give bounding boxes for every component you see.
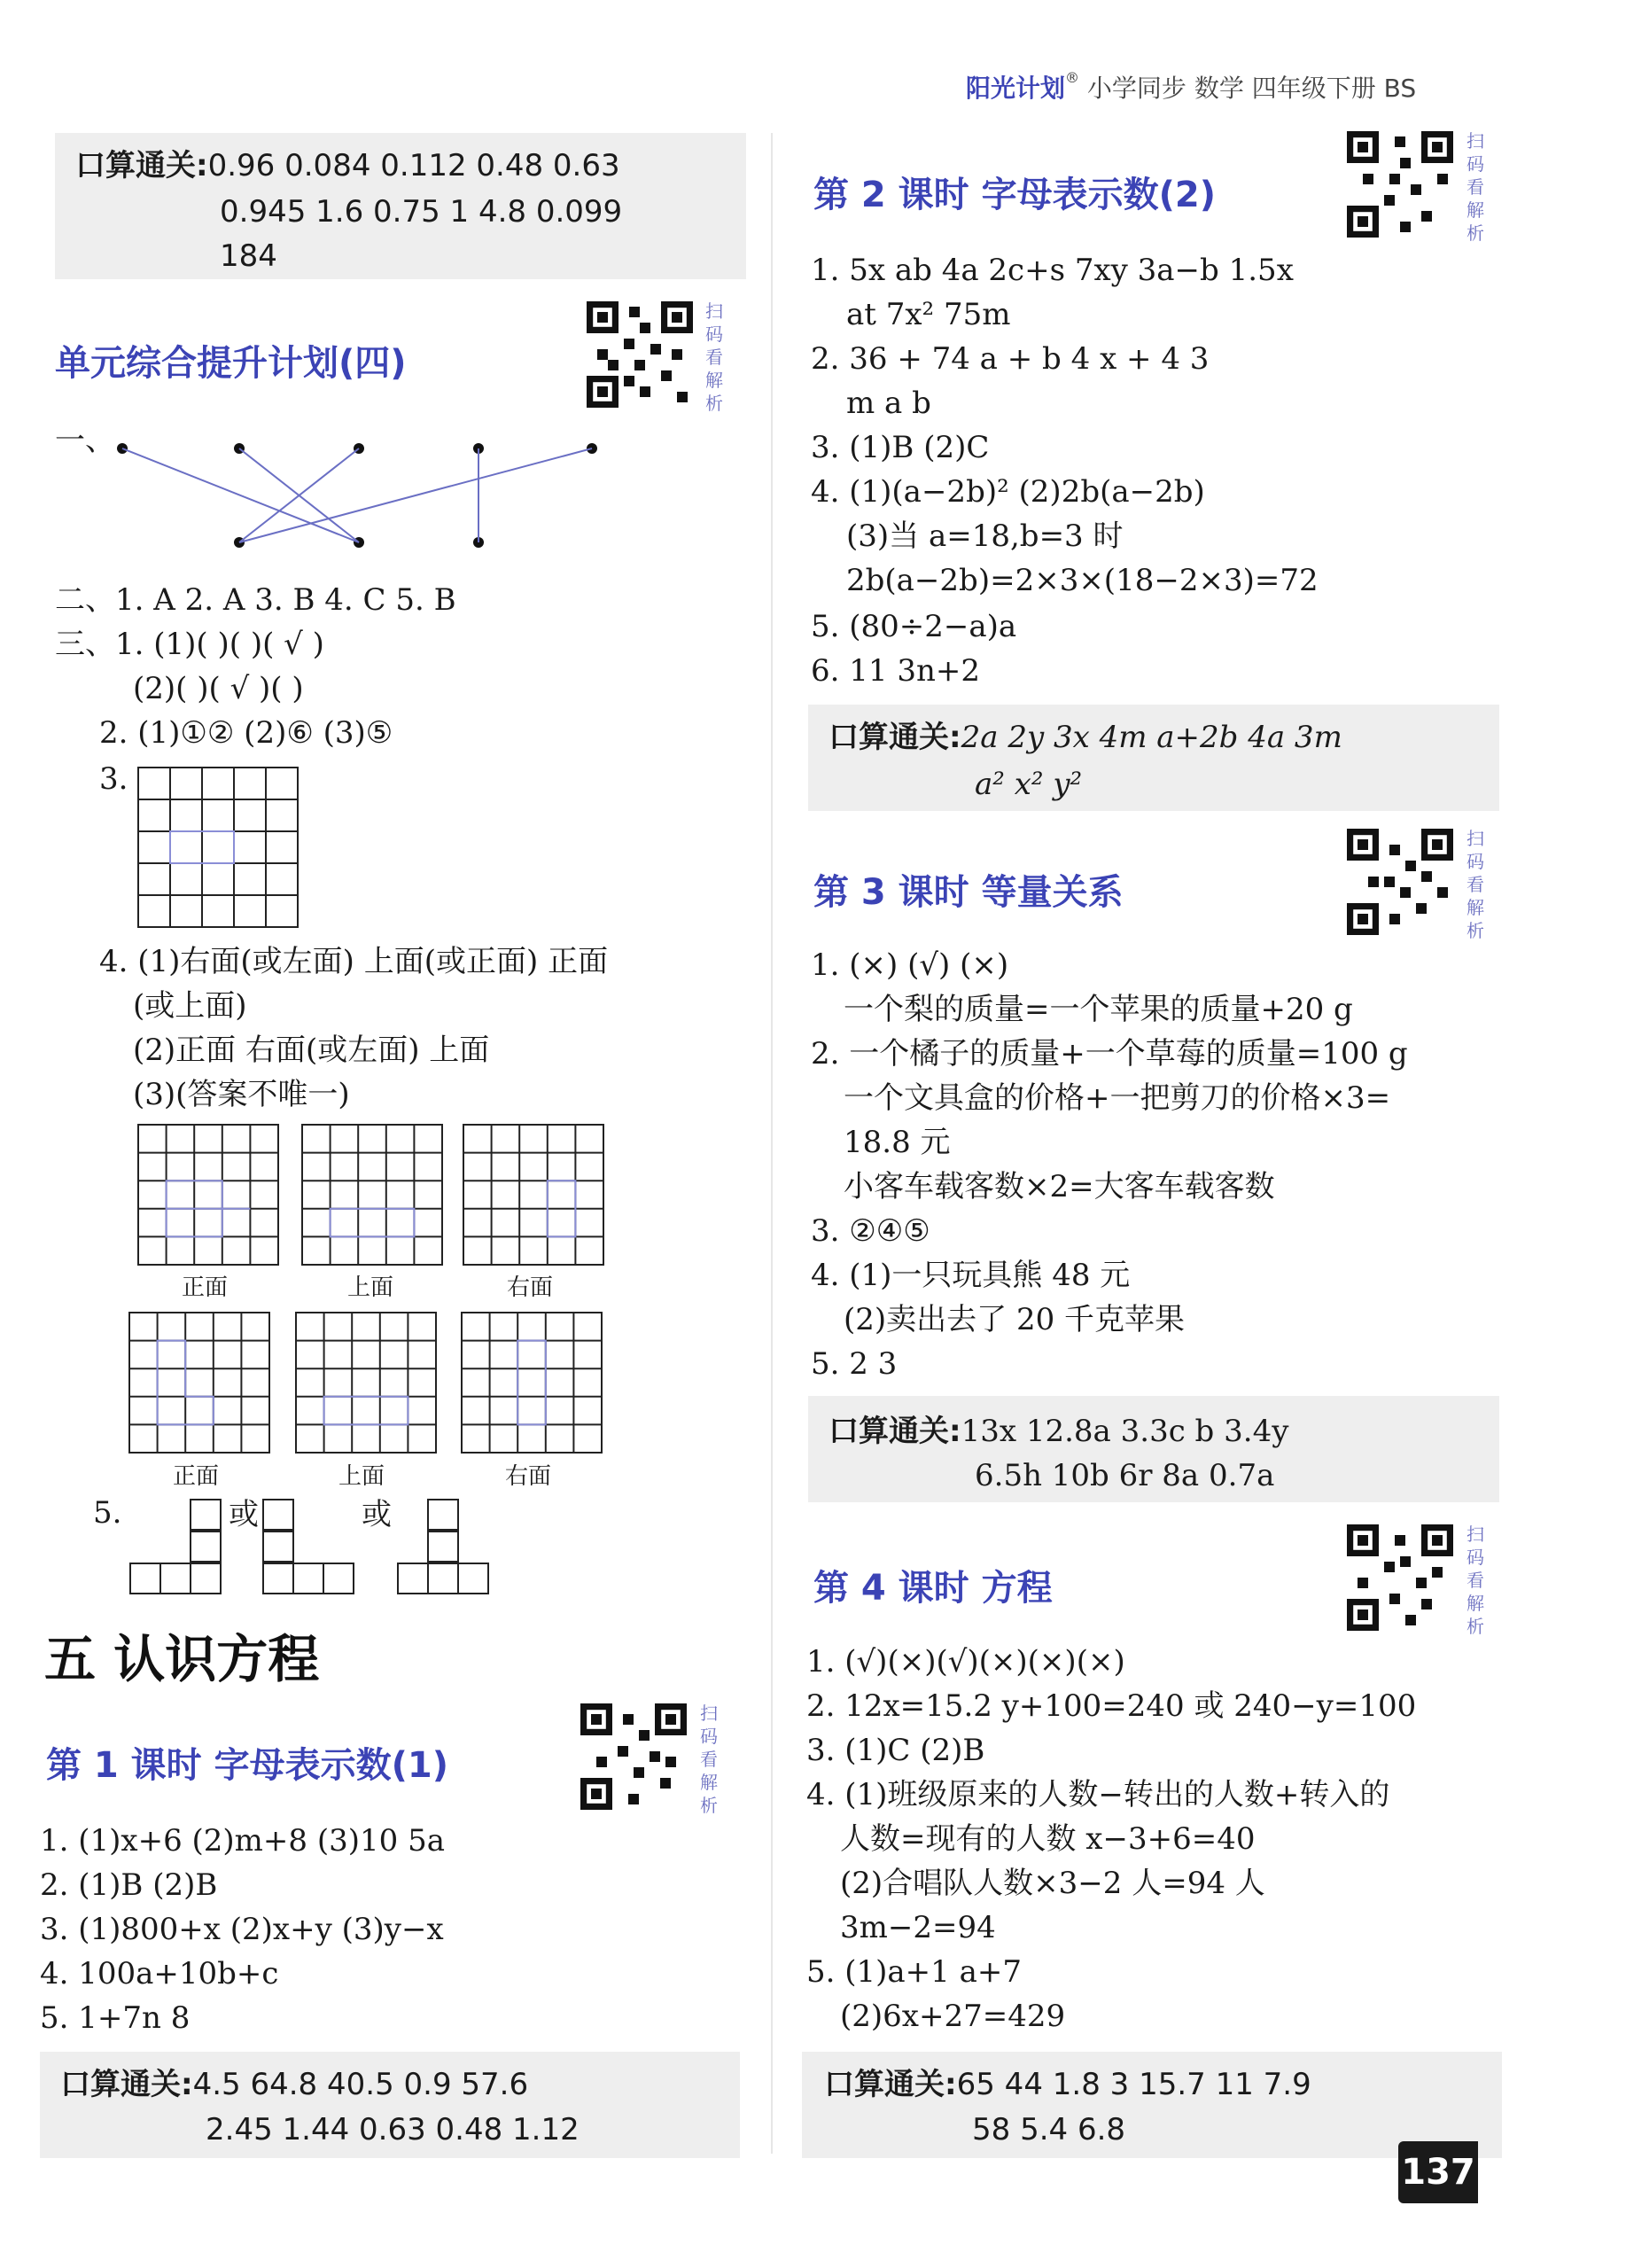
lesson2-q4-3: (3)当 a=18,b=3 时 <box>846 518 1124 554</box>
lesson1-q5: 5. 1+7n 8 <box>40 2000 191 2036</box>
header-subtitle: 小学同步 数学 四年级下册 BS <box>1086 74 1417 103</box>
lesson4-q4: 4. (1)班级原来的人数−转出的人数+转入的 <box>806 1777 1390 1812</box>
lesson2-q4-calc: 2b(a−2b)=2×3×(18−2×3)=72 <box>846 563 1319 598</box>
part3-q3-label: 3. <box>99 761 128 797</box>
lesson3-q2: 2. 一个橘子的质量+一个草莓的质量=100 g <box>811 1036 1408 1072</box>
qr-code-icon <box>1347 1524 1453 1631</box>
grid-figure-q3 <box>137 767 301 931</box>
caption-right-2: 右面 <box>505 1463 552 1490</box>
lesson3-q2-b: 一个文具盒的价格+一把剪刀的价格×3= <box>844 1080 1391 1116</box>
view-grid-right-1 <box>463 1124 606 1267</box>
qr-code-icon <box>580 1703 687 1810</box>
q4-line-4: (3)(答案不唯一) <box>133 1077 350 1112</box>
kousuan3-line-1 <box>829 1414 1289 1449</box>
q4-line-1: 4. (1)右面(或左面) 上面(或正面) 正面 <box>99 944 609 979</box>
lesson3-q2-b-cont: 18.8 元 <box>844 1125 951 1160</box>
lesson2-title: 第 2 课时 字母表示数(2) <box>813 175 1217 215</box>
caption-right: 右面 <box>507 1274 554 1301</box>
kousuan-values: 4.5 64.8 40.5 0.9 57.6 <box>192 2067 529 2102</box>
kousuan-label: 口算通关: <box>75 148 208 183</box>
lesson3-title: 第 3 课时 等量关系 <box>813 872 1124 913</box>
q5-label: 5. <box>93 1495 122 1531</box>
scan-hint: 扫码看解析 <box>705 300 723 414</box>
qr-code-icon <box>1347 829 1453 935</box>
caption-top-2: 上面 <box>338 1463 385 1490</box>
part3-q1a: 三、1. (1)( )( )( √ ) <box>55 627 324 662</box>
lesson2-q5: 5. (80÷2−a)a <box>811 609 1017 644</box>
lesson4-title: 第 4 课时 方程 <box>813 1568 1053 1609</box>
caption-front: 正面 <box>182 1274 229 1301</box>
lesson1-q2: 2. (1)B (2)B <box>40 1867 218 1903</box>
lesson3-q5: 5. 2 3 <box>811 1346 898 1382</box>
kousuan-values: 65 44 1.8 3 15.7 11 7.9 <box>956 2067 1311 2102</box>
page-number: 137 <box>1398 2141 1478 2203</box>
lesson4-q4-2: (2)合唱队人数×3−2 人=94 人 <box>840 1866 1265 1901</box>
kousuan-bottom-line-1 <box>60 2069 528 2100</box>
column-divider <box>771 133 773 2154</box>
lesson3-q4-2: (2)卖出去了 20 千克苹果 <box>844 1302 1186 1337</box>
registered-mark: ® <box>1065 69 1080 86</box>
unit-title: 单元综合提升计划(四) <box>55 343 407 384</box>
lesson2-q6: 6. 11 3n+2 <box>811 653 980 689</box>
view-grid-top-2 <box>295 1312 439 1455</box>
lesson2-q1: 1. 5x ab 4a 2c+s 7xy 3a−b 1.5x <box>811 253 1294 288</box>
scan-hint: 扫码看解析 <box>1467 828 1484 941</box>
lesson4-q5: 5. (1)a+1 a+7 <box>806 1954 1022 1990</box>
lesson2-q1-cont: at 7x² 75m <box>846 297 1011 332</box>
lesson2-q2-cont: m a b <box>846 386 931 421</box>
brand-name: 阳光计划 <box>966 74 1066 103</box>
lesson3-q4: 4. (1)一只玩具熊 48 元 <box>811 1258 1131 1293</box>
part3-q1b: (2)( )( √ )( ) <box>133 671 304 706</box>
q5-or-2: 或 <box>362 1497 392 1532</box>
view-grid-top-1 <box>301 1124 445 1267</box>
kousuan2-line-1 <box>829 720 1342 755</box>
kousuan-label: 口算通关: <box>824 2067 957 2102</box>
q4-line-2: (或上面) <box>133 988 247 1024</box>
qr-code-icon <box>587 301 693 408</box>
lesson3-q3: 3. ②④⑤ <box>811 1213 930 1249</box>
lesson1-q1: 1. (1)x+6 (2)m+8 (3)10 5a <box>40 1823 445 1859</box>
lesson3-q2-c: 小客车载客数×2=大客车载客数 <box>844 1169 1275 1204</box>
lesson4-q2: 2. 12x=15.2 y+100=240 或 240−y=100 <box>806 1688 1417 1724</box>
lesson2-q4: 4. (1)(a−2b)² (2)2b(a−2b) <box>811 474 1205 510</box>
lesson4-q4-2-eq: 3m−2=94 <box>840 1910 996 1945</box>
lesson1-title: 第 1 课时 字母表示数(1) <box>46 1745 449 1786</box>
kousuan-values: 0.96 0.084 0.112 0.48 0.63 <box>207 148 620 183</box>
scan-hint: 扫码看解析 <box>700 1703 718 1816</box>
lesson3-q1: 1. (×) (√) (×) <box>811 947 1009 983</box>
kousuan-values: 13x 12.8a 3.3c b 3.4y <box>961 1414 1289 1449</box>
q5-block-figures <box>128 1498 494 1597</box>
kousuan-line-1 <box>75 148 620 183</box>
q5-or-1: 或 <box>229 1497 259 1532</box>
q4-line-3: (2)正面 右面(或左面) 上面 <box>133 1033 490 1068</box>
caption-top: 上面 <box>347 1274 394 1301</box>
scan-hint: 扫码看解析 <box>1467 1524 1484 1637</box>
kousuan-label: 口算通关: <box>829 720 961 755</box>
lesson4-q4-cont: 人数=现有的人数 x−3+6=40 <box>840 1821 1256 1857</box>
kousuan4-line-1 <box>824 2069 1311 2100</box>
kousuan3-line-2: 6.5h 10b 6r 8a 0.7a <box>975 1458 1275 1493</box>
kousuan-line-3: 184 <box>220 238 277 274</box>
lesson4-q1: 1. (√)(×)(√)(×)(×)(×) <box>806 1644 1125 1680</box>
part2-answers: 二、1. A 2. A 3. B 4. C 5. B <box>55 582 456 618</box>
qr-code-icon <box>1347 131 1453 238</box>
lesson1-q3: 3. (1)800+x (2)x+y (3)y−x <box>40 1912 444 1947</box>
lesson4-q3: 3. (1)C (2)B <box>806 1733 985 1768</box>
page-header <box>966 69 1416 105</box>
kousuan2-line-2: a² x² y² <box>975 767 1083 802</box>
kousuan4-line-2: 58 5.4 6.8 <box>972 2112 1126 2147</box>
matching-lines-diagram <box>106 425 620 558</box>
scan-hint: 扫码看解析 <box>1467 130 1484 244</box>
caption-front-2: 正面 <box>173 1463 220 1490</box>
part3-q2: 2. (1)①② (2)⑥ (3)⑤ <box>99 715 393 751</box>
kousuan-bottom-line-2: 2.45 1.44 0.63 0.48 1.12 <box>206 2112 580 2147</box>
chapter-title: 五 认识方程 <box>44 1629 320 1689</box>
lesson2-q2: 2. 36 + 74 a + b 4 x + 4 3 <box>811 341 1210 377</box>
view-grid-front-2 <box>128 1312 272 1455</box>
kousuan-label: 口算通关: <box>829 1414 961 1449</box>
part1-label: 一、 <box>55 423 115 458</box>
lesson1-q4: 4. 100a+10b+c <box>40 1956 279 1991</box>
view-grid-front-1 <box>137 1124 281 1267</box>
view-grid-right-2 <box>461 1312 604 1455</box>
kousuan-label: 口算通关: <box>60 2067 193 2102</box>
kousuan-line-2: 0.945 1.6 0.75 1 4.8 0.099 <box>220 194 623 230</box>
lesson4-q5-2: (2)6x+27=429 <box>840 1999 1066 2034</box>
lesson3-q1-cont: 一个梨的质量=一个苹果的质量+20 g <box>844 992 1353 1027</box>
kousuan-values: 2a 2y 3x 4m a+2b 4a 3m <box>961 720 1342 755</box>
lesson2-q3: 3. (1)B (2)C <box>811 430 990 465</box>
